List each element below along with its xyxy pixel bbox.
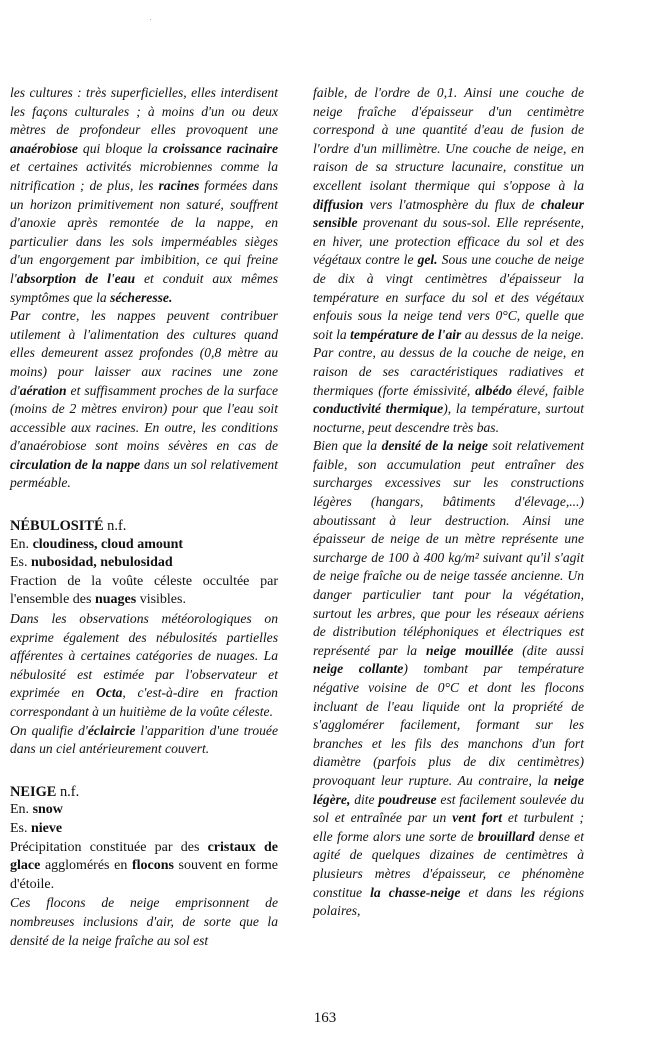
english-translation: snow: [32, 802, 63, 818]
text-run: l'apparition d'une trouée dans un ciel antérieurement couvert.: [10, 722, 278, 757]
text-run: souvent en forme d'étoile.: [10, 858, 278, 892]
text-run: et conduit aux mêmes symptômes que la: [10, 270, 278, 305]
bold-term: neige collante: [313, 661, 404, 677]
text-run: Sous une couche de neige de dix à vingt centimètres d'épaisseur la température en surface du sol et des végétaux enfouis sous la neige tend vers 0°C, quelle que soit la: [313, 252, 585, 342]
bold-term: gel.: [417, 252, 438, 268]
bold-term: éclaircie: [87, 722, 136, 738]
left-column: [10, 84, 278, 950]
entry-paragraph-1: [10, 610, 278, 722]
text-run: dans un sol relativement perméable.: [10, 456, 278, 491]
text-run: élevé, faible: [512, 382, 584, 398]
entry-definition: [10, 839, 278, 895]
text-run: est facilement soulevée du sol et entraînée par un: [313, 791, 585, 826]
text-run: agglomérés en: [40, 858, 132, 874]
bold-term: neige mouillée: [425, 642, 514, 658]
entry-pos: n.f.: [56, 783, 80, 800]
left-paragraph-1: [10, 84, 278, 307]
text-run: Bien que la: [313, 438, 382, 454]
bold-term: Octa: [95, 685, 123, 701]
bold-term: neige légère,: [313, 772, 584, 807]
entry-neige: [10, 783, 278, 950]
text-run: visibles.: [136, 592, 186, 608]
text-run: et suffisamment proches de la surface (moins de 2 mètres environ) pour que l'eau soit accessible aux racines. En outre, les conditions d'anaérobiose sont moins sévères en cas de: [10, 382, 278, 454]
right-paragraph-1: [313, 84, 584, 437]
bold-term: cristaux de glace: [10, 839, 278, 874]
text-run: qui bloque la: [77, 140, 163, 156]
bold-term: densité de la neige: [381, 438, 488, 454]
bold-term: anaérobiose: [10, 140, 78, 156]
bold-term: poudreuse: [378, 791, 437, 807]
spanish-label: Es.: [10, 555, 31, 571]
bold-term: vent fort: [452, 810, 502, 826]
text-run: , c'est-à-dire en fraction correspondant à un huitième de la voûte céleste.: [10, 685, 278, 719]
text-run: Par contre, les nappes peuvent contribuer utilement à l'alimentation des cultures quand elles demeurent assez profondes (0,8 mètre au moins) pour laisser aux racines une zone d': [10, 308, 278, 398]
entry-nebulosite: [10, 517, 278, 759]
bold-term: circulation de la nappe: [10, 456, 141, 472]
text-run: Fraction de la voûte céleste occultée par l'ensemble des: [10, 573, 278, 608]
text-run: ) tombant par température négative voisine de 0°C et dont les flocons incluant de l'eau liquide ont la propriété de s'agglomérer facilement, formant sur les branches et les fils des manchons d'un fort diamètre (parfois plus de dix centimètres) provoquant leur rupture. Au contraire, la: [313, 661, 584, 788]
entry-definition: [10, 573, 278, 610]
text-run: et turbulent ; elle forme alors une sorte de: [313, 810, 585, 844]
bold-term: brouillard: [477, 828, 535, 844]
text-run: ), la température, surtout nocturne, peut descendre très bas.: [313, 401, 584, 435]
right-paragraph-2: [313, 437, 584, 920]
bold-term: absorption de l'eau: [16, 270, 136, 286]
text-run: provenant du sous-sol. Elle représente, en hiver, une protection efficace du sol et des végétaux contre le: [313, 215, 584, 268]
bold-term: croissance racinaire: [162, 140, 279, 156]
entry-paragraph-1: [10, 894, 278, 950]
bold-term: sécheresse.: [110, 289, 173, 305]
text-run: et certaines activités microbiennes comme la nitrification ; de plus, les: [10, 159, 278, 193]
entry-heading: [10, 783, 278, 802]
entry-pos: n.f.: [103, 518, 127, 535]
bold-term: flocons: [131, 858, 174, 874]
spanish-translation: nubosidad, nebulosidad: [31, 555, 173, 571]
text-run: Ces flocons de neige emprisonnent de nombreuses inclusions d'air, de sorte que la densité de la neige fraîche au sol est: [10, 895, 278, 948]
text-run: (dite aussi: [513, 642, 584, 658]
bold-term: température de l'air: [350, 326, 462, 342]
text-run: vers l'atmosphère du flux de: [363, 196, 541, 212]
left-paragraph-2: [10, 307, 278, 493]
bold-term: nuages: [94, 592, 137, 608]
text-run: et dans les régions polaires,: [313, 884, 584, 919]
text-run: au dessus de la neige. Par contre, au dessus de la couche de neige, en raison de ses caractéristiques radiatives et thermiques (forte émissivité,: [313, 326, 584, 398]
english-label: En.: [10, 802, 33, 818]
spanish-label: Es.: [10, 820, 31, 836]
entry-paragraph-2: [10, 722, 278, 759]
bold-term: la chasse-neige: [370, 884, 461, 900]
text-run: soit relativement faible, son accumulation peut entraîner des surcharges excessives sur les constructions légères (hangars, bâtiments d'élevage,...) aboutissant à leur destruction. Ainsi une épaisseur de neige de un mètre représente une surcharge de 100 à 400 kg/m² suivant qu'il s'agit de neige fraîche ou de neige tassée ancienne. Un danger particulier tant pour la végétation, surtout les arbres, que pour les réseaux aériens de distribution téléphoniques et électriques est représenté par la: [313, 438, 584, 658]
bold-term: diffusion: [313, 196, 364, 212]
scan-speck: [150, 19, 151, 20]
entry-spanish: [10, 554, 278, 573]
entry-heading: [10, 517, 278, 536]
bold-term: racines: [158, 177, 200, 193]
text-run: Dans les observations météorologiques on exprime également des nébulosités partielles afférentes à certaines catégories de nuages. La nébulosité est estimée par l'observateur et exprimée en: [10, 611, 278, 701]
bold-term: conductivité thermique: [313, 401, 444, 417]
right-column: [313, 84, 584, 921]
text-run: faible, de l'ordre de 0,1. Ainsi une couche de neige fraîche d'épaisseur d'un centimètre correspond à une quantité d'eau de fusion de l'ordre d'un millimètre. Une couche de neige, en raison de sa structure lacunaire, constitue un excellent isolant thermique qui s'oppose à la: [313, 85, 584, 193]
entry-english: [10, 536, 278, 555]
entry-term: NÉBULOSITÉ: [10, 518, 104, 535]
entry-term: NEIGE: [10, 783, 57, 800]
entry-spanish: [10, 820, 278, 839]
page-number: 163: [313, 1010, 337, 1026]
text-run: Précipitation constituée par des: [10, 839, 208, 855]
english-label: En.: [10, 536, 33, 552]
bold-term: albédo: [475, 382, 513, 398]
english-translation: cloudiness, cloud amount: [32, 536, 184, 552]
spanish-translation: nieve: [31, 820, 63, 836]
text-run: les cultures : très superficielles, elles interdisent les façons culturales ; à moins d'un ou deux mètres de profondeur elles provoquent une: [10, 85, 278, 138]
text-run: formées dans un horizon primitivement non saturé, souffrent d'anoxie après remontée de la nappe, en particulier dans les sols imperméables sièges d'un engorgement par imbibition, ce qui freine l': [10, 177, 278, 286]
entry-english: [10, 801, 278, 820]
bold-term: chaleur sensible: [313, 196, 584, 231]
text-run: dense et agité de quelques dizaines de centimètres à plusieurs mètres d'épaisseur, ce phénomène constitue: [313, 828, 584, 900]
text-run: On qualifie d': [10, 722, 88, 738]
text-run: dite: [350, 791, 379, 807]
bold-term: aération: [19, 382, 67, 398]
